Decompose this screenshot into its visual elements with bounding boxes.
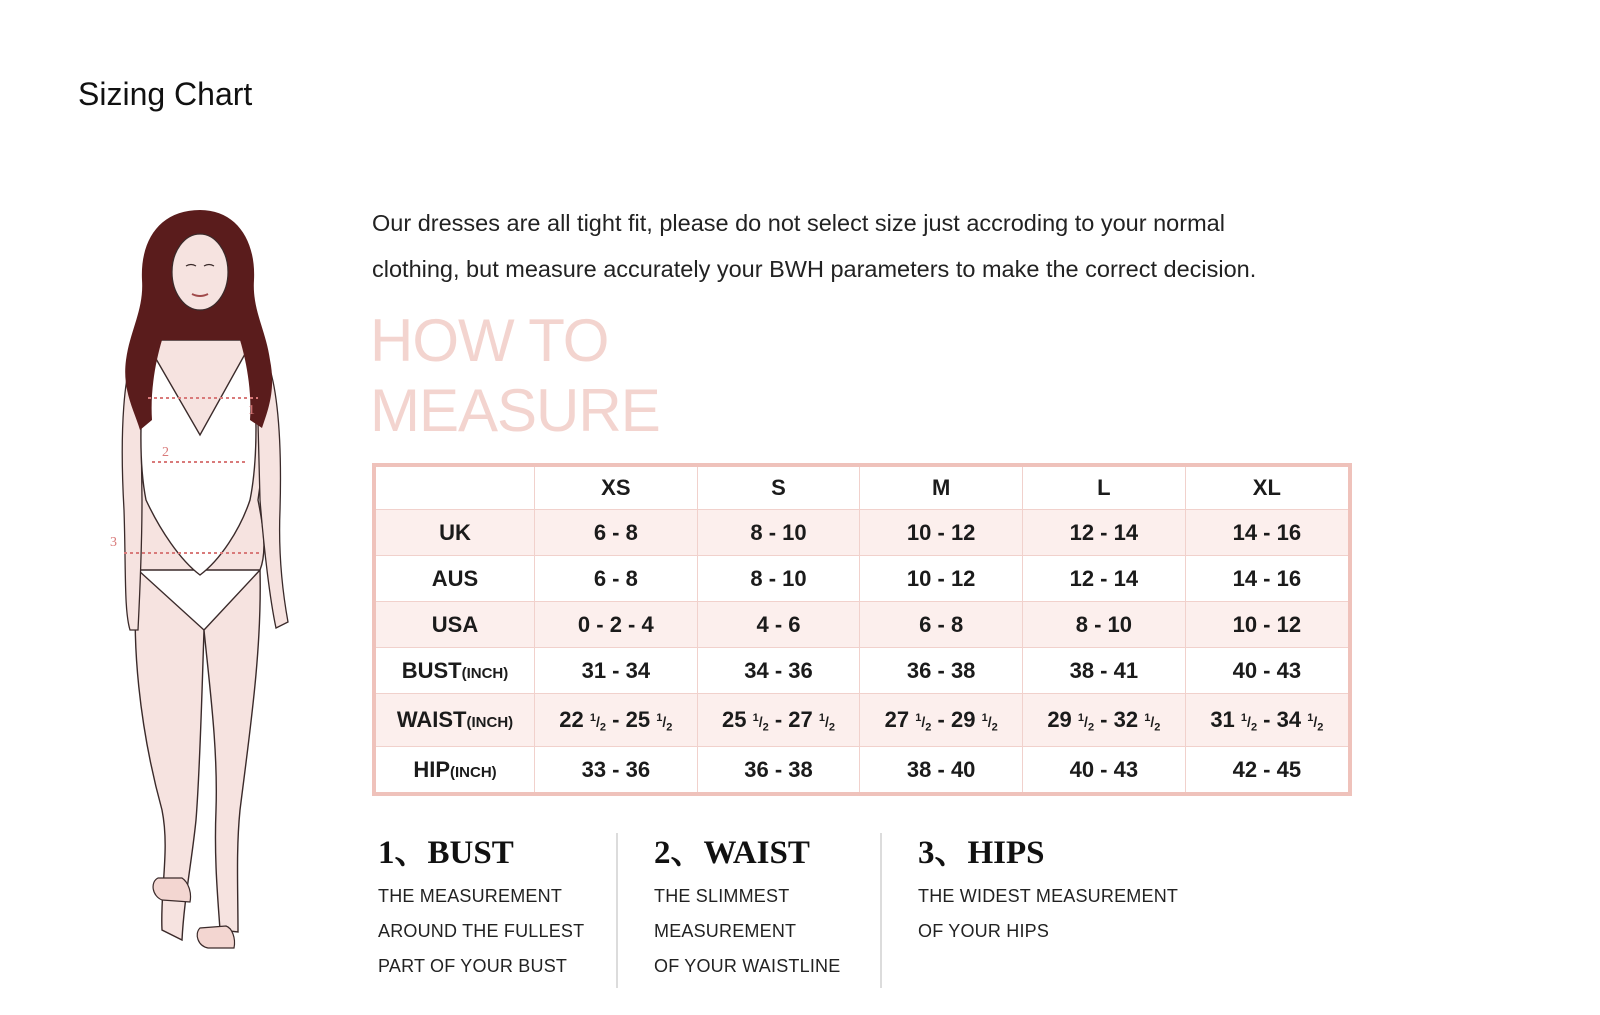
table-cell: 38 - 41 bbox=[1023, 648, 1186, 694]
bust-guide bbox=[378, 835, 608, 990]
table-cell: 42 - 45 bbox=[1185, 747, 1350, 795]
size-header-s: S bbox=[697, 465, 860, 510]
waist-guide bbox=[654, 835, 884, 990]
hips-guide bbox=[918, 835, 1218, 990]
table-cell: 10 - 12 bbox=[1185, 602, 1350, 648]
table-cell: 29 $^1/_2 - 32$ $^1/_2$ bbox=[1023, 694, 1186, 747]
guide-line: PART OF YOUR BUST bbox=[378, 956, 568, 976]
table-cell: 36 - 38 bbox=[697, 747, 860, 795]
how-to-measure-heading bbox=[370, 306, 660, 446]
table-cell: 25 $^1/_2 - 27$ $^1/_2$ bbox=[697, 694, 860, 747]
hips-guide-title: 3、HIPS bbox=[918, 835, 1045, 871]
size-header-row bbox=[374, 465, 1350, 510]
row-label-hip: HIP(INCH) bbox=[374, 747, 535, 795]
divider bbox=[616, 833, 618, 988]
row-label-aus: AUS bbox=[374, 556, 535, 602]
corner-cell bbox=[374, 465, 535, 510]
intro-line-2: clothing, but measure accurately your BWH parameters to make the correct decision. bbox=[372, 256, 1257, 282]
measurement-guide bbox=[372, 835, 1232, 990]
table-cell: 14 - 16 bbox=[1185, 556, 1350, 602]
size-table bbox=[372, 463, 1352, 796]
row-label-usa: USA bbox=[374, 602, 535, 648]
row-label-waist: WAIST(INCH) bbox=[374, 694, 535, 747]
table-cell: 31 - 34 bbox=[535, 648, 698, 694]
table-cell: 14 - 16 bbox=[1185, 510, 1350, 556]
table-cell: 33 - 36 bbox=[535, 747, 698, 795]
page-title: Sizing Chart bbox=[78, 76, 253, 112]
heading-line-2: MEASURE bbox=[370, 377, 660, 444]
intro-text bbox=[372, 200, 1372, 292]
table-row bbox=[374, 648, 1350, 694]
table-cell: 22 $^1/_2 - 25$ $^1/_2$ bbox=[535, 694, 698, 747]
size-header-xl: XL bbox=[1185, 465, 1350, 510]
table-cell: 8 - 10 bbox=[697, 556, 860, 602]
table-cell: 12 - 14 bbox=[1023, 510, 1186, 556]
table-row bbox=[374, 747, 1350, 795]
model-illustration bbox=[100, 210, 310, 980]
table-row bbox=[374, 510, 1350, 556]
bust-marker: 1 bbox=[248, 403, 255, 418]
table-cell: 4 - 6 bbox=[697, 602, 860, 648]
table-row bbox=[374, 602, 1350, 648]
size-header-xs: XS bbox=[535, 465, 698, 510]
guide-line: OF YOUR WAISTLINE bbox=[654, 956, 841, 976]
row-label-uk: UK bbox=[374, 510, 535, 556]
table-cell: 31 $^1/_2 - 34$ $^1/_2$ bbox=[1185, 694, 1350, 747]
size-header-m: M bbox=[860, 465, 1023, 510]
guide-line: THE SLIMMEST bbox=[654, 886, 790, 906]
guide-line: THE MEASUREMENT bbox=[378, 886, 563, 906]
table-cell: 10 - 12 bbox=[860, 556, 1023, 602]
table-cell: 6 - 8 bbox=[535, 510, 698, 556]
waist-guide-title: 2、WAIST bbox=[654, 835, 810, 871]
hips-marker: 3 bbox=[110, 535, 117, 550]
intro-line-1: Our dresses are all tight fit, please do not select size just accroding to your normal bbox=[372, 210, 1225, 236]
table-row bbox=[374, 556, 1350, 602]
row-label-bust: BUST(INCH) bbox=[374, 648, 535, 694]
table-cell: 8 - 10 bbox=[1023, 602, 1186, 648]
table-cell: 36 - 38 bbox=[860, 648, 1023, 694]
guide-line: MEASUREMENT bbox=[654, 921, 797, 941]
table-cell: 12 - 14 bbox=[1023, 556, 1186, 602]
table-row bbox=[374, 694, 1350, 747]
table-cell: 0 - 2 - 4 bbox=[535, 602, 698, 648]
table-cell: 40 - 43 bbox=[1023, 747, 1186, 795]
divider bbox=[880, 833, 882, 988]
guide-line: OF YOUR HIPS bbox=[918, 921, 1050, 941]
table-cell: 6 - 8 bbox=[860, 602, 1023, 648]
guide-line: AROUND THE FULLEST bbox=[378, 921, 585, 941]
table-cell: 40 - 43 bbox=[1185, 648, 1350, 694]
guide-line: THE WIDEST MEASUREMENT bbox=[918, 886, 1179, 906]
size-header-l: L bbox=[1023, 465, 1186, 510]
heading-line-1: HOW TO bbox=[370, 307, 609, 374]
table-cell: 34 - 36 bbox=[697, 648, 860, 694]
table-cell: 10 - 12 bbox=[860, 510, 1023, 556]
table-cell: 6 - 8 bbox=[535, 556, 698, 602]
waist-marker: 2 bbox=[162, 445, 169, 460]
table-cell: 8 - 10 bbox=[697, 510, 860, 556]
bust-guide-title: 1、BUST bbox=[378, 835, 514, 871]
table-cell: 38 - 40 bbox=[860, 747, 1023, 795]
table-cell: 27 $^1/_2 - 29$ $^1/_2$ bbox=[860, 694, 1023, 747]
